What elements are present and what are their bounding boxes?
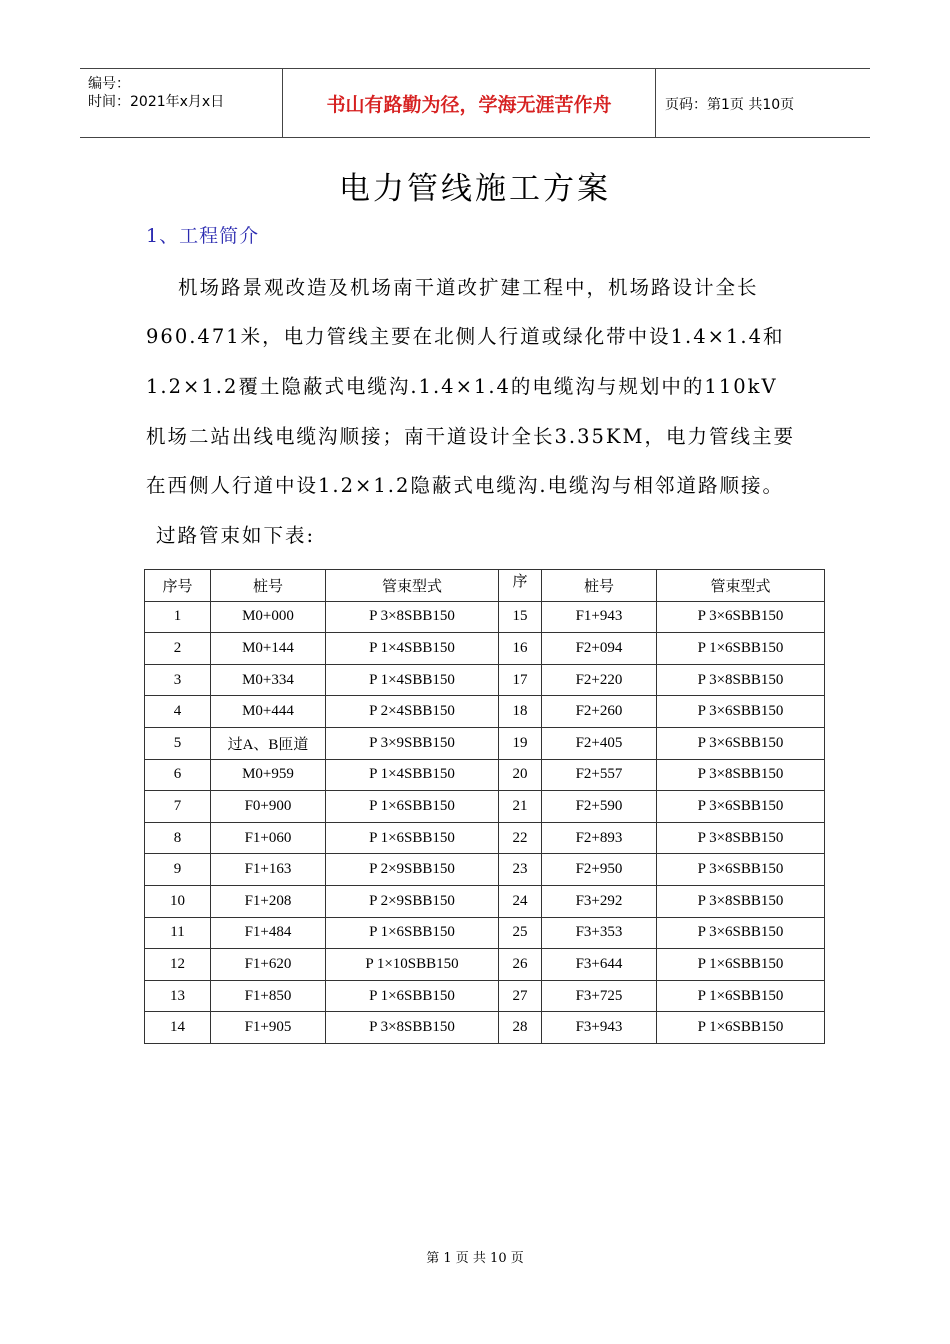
cell-index: 10: [145, 885, 211, 917]
cell-index: 26: [499, 949, 542, 981]
cell-station: F1+208: [211, 885, 326, 917]
cell-bundle-type: P 1×6SBB150: [657, 949, 825, 981]
cell-station: F1+484: [211, 917, 326, 949]
cell-bundle-type: P 1×4SBB150: [326, 664, 499, 696]
table-row: [145, 759, 825, 791]
cell-station: F1+850: [211, 980, 326, 1012]
cell-index: 2: [145, 633, 211, 665]
cell-station: 过A、B匝道: [211, 727, 326, 759]
cell-station: F1+060: [211, 822, 326, 854]
section-heading: 1、工程简介: [146, 225, 260, 247]
cell-station: F1+620: [211, 949, 326, 981]
cell-bundle-type: P 1×6SBB150: [326, 917, 499, 949]
cell-station: F3+292: [542, 885, 657, 917]
cell-station: M0+334: [211, 664, 326, 696]
cell-bundle-type: P 1×6SBB150: [657, 980, 825, 1012]
cell-station: F1+943: [542, 601, 657, 633]
header-cell-bundle-type: 管束型式: [326, 570, 499, 602]
table-header-row: [145, 570, 825, 602]
paragraph-line: 960.471米，电力管线主要在北侧人行道或绿化带中设1.4×1.4和: [146, 325, 785, 348]
cell-station: F0+900: [211, 791, 326, 823]
table-row: [145, 822, 825, 854]
cell-bundle-type: P 1×4SBB150: [326, 759, 499, 791]
table-row: [145, 791, 825, 823]
cell-station: M0+959: [211, 759, 326, 791]
cell-index: 9: [145, 854, 211, 886]
page-header: [80, 68, 870, 138]
cell-bundle-type: P 3×8SBB150: [326, 1012, 499, 1044]
cell-index: 24: [499, 885, 542, 917]
cell-bundle-type: P 1×6SBB150: [326, 791, 499, 823]
paragraph-line: 1.2×1.2覆土隐蔽式电缆沟.1.4×1.4的电缆沟与规划中的110kV: [146, 375, 778, 398]
header-motto: 书山有路勤为径，学海无涯苦作舟: [282, 69, 656, 137]
cell-station: F3+644: [542, 949, 657, 981]
cell-station: M0+444: [211, 696, 326, 728]
cell-index: 5: [145, 727, 211, 759]
table-row: [145, 949, 825, 981]
cell-station: F2+405: [542, 727, 657, 759]
cell-bundle-type: P 1×4SBB150: [326, 633, 499, 665]
cell-bundle-type: P 3×6SBB150: [657, 727, 825, 759]
cell-station: F3+725: [542, 980, 657, 1012]
cell-station: F2+950: [542, 854, 657, 886]
cell-station: F3+353: [542, 917, 657, 949]
cell-bundle-type: P 1×6SBB150: [657, 1012, 825, 1044]
table-row: [145, 727, 825, 759]
cell-bundle-type: P 2×4SBB150: [326, 696, 499, 728]
cell-index: 11: [145, 917, 211, 949]
table-row: [145, 633, 825, 665]
header-cell-bundle-type: 管束型式: [657, 570, 825, 602]
cell-index: 12: [145, 949, 211, 981]
cell-bundle-type: P 1×10SBB150: [326, 949, 499, 981]
cell-index: 3: [145, 664, 211, 696]
cell-bundle-type: P 3×9SBB150: [326, 727, 499, 759]
cell-bundle-type: P 2×9SBB150: [326, 854, 499, 886]
cell-index: 22: [499, 822, 542, 854]
cell-bundle-type: P 3×6SBB150: [657, 917, 825, 949]
cell-station: F2+893: [542, 822, 657, 854]
table-row: [145, 696, 825, 728]
cell-index: 18: [499, 696, 542, 728]
cell-index: 19: [499, 727, 542, 759]
cell-bundle-type: P 3×8SBB150: [657, 759, 825, 791]
cell-index: 20: [499, 759, 542, 791]
cell-bundle-type: P 3×6SBB150: [657, 854, 825, 886]
header-page-code: 页码：第1页 共10页: [665, 97, 795, 113]
cell-index: 17: [499, 664, 542, 696]
cell-station: M0+144: [211, 633, 326, 665]
table-row: [145, 1012, 825, 1044]
table-row: [145, 917, 825, 949]
paragraph-line: 机场二站出线电缆沟顺接；南干道设计全长3.35KM，电力管线主要: [146, 425, 795, 448]
header-meta: [80, 69, 282, 137]
document-number-label: 编号：: [88, 76, 130, 92]
cell-station: F2+260: [542, 696, 657, 728]
pipe-bundle-table: [144, 569, 825, 1044]
cell-station: F1+905: [211, 1012, 326, 1044]
cell-index: 7: [145, 791, 211, 823]
cell-station: F2+220: [542, 664, 657, 696]
table-row: [145, 664, 825, 696]
cell-station: F3+943: [542, 1012, 657, 1044]
cell-index: 1: [145, 601, 211, 633]
cell-bundle-type: P 3×8SBB150: [657, 664, 825, 696]
header-cell-station: 桩号: [542, 570, 657, 602]
table-body: [145, 601, 825, 1043]
table-row: [145, 854, 825, 886]
cell-index: 25: [499, 917, 542, 949]
paragraph-line: 机场路景观改造及机场南干道改扩建工程中，机场路设计全长: [178, 276, 759, 299]
page-footer: 第 1 页 共 10 页: [426, 1251, 524, 1266]
cell-bundle-type: P 3×8SBB150: [326, 601, 499, 633]
cell-index: 13: [145, 980, 211, 1012]
cell-bundle-type: P 3×6SBB150: [657, 601, 825, 633]
cell-bundle-type: P 2×9SBB150: [326, 885, 499, 917]
table-row: [145, 601, 825, 633]
cell-index: 28: [499, 1012, 542, 1044]
cell-index: 27: [499, 980, 542, 1012]
cell-bundle-type: P 3×6SBB150: [657, 791, 825, 823]
cell-station: F1+163: [211, 854, 326, 886]
header-cell-index: 序: [499, 570, 542, 602]
cell-index: 6: [145, 759, 211, 791]
cell-index: 14: [145, 1012, 211, 1044]
cell-bundle-type: P 1×6SBB150: [326, 822, 499, 854]
cell-index: 23: [499, 854, 542, 886]
cell-station: F2+557: [542, 759, 657, 791]
cell-station: M0+000: [211, 601, 326, 633]
cell-bundle-type: P 3×6SBB150: [657, 696, 825, 728]
cell-bundle-type: P 3×8SBB150: [657, 822, 825, 854]
paragraph-line: 在西侧人行道中设1.2×1.2隐蔽式电缆沟.电缆沟与相邻道路顺接。: [146, 474, 785, 497]
document-title: 电力管线施工方案: [339, 171, 611, 207]
table-row: [145, 885, 825, 917]
header-cell-index: 序号: [145, 570, 211, 602]
cell-index: 21: [499, 791, 542, 823]
cell-bundle-type: P 1×6SBB150: [657, 633, 825, 665]
cell-index: 4: [145, 696, 211, 728]
document-time-label: 时间：2021年x月x日: [88, 94, 225, 110]
table-intro: 过路管束如下表:: [156, 524, 316, 547]
cell-bundle-type: P 1×6SBB150: [326, 980, 499, 1012]
cell-station: F2+094: [542, 633, 657, 665]
cell-station: F2+590: [542, 791, 657, 823]
table-row: [145, 980, 825, 1012]
cell-bundle-type: P 3×8SBB150: [657, 885, 825, 917]
cell-index: 16: [499, 633, 542, 665]
cell-index: 15: [499, 601, 542, 633]
cell-index: 8: [145, 822, 211, 854]
header-cell-station: 桩号: [211, 570, 326, 602]
